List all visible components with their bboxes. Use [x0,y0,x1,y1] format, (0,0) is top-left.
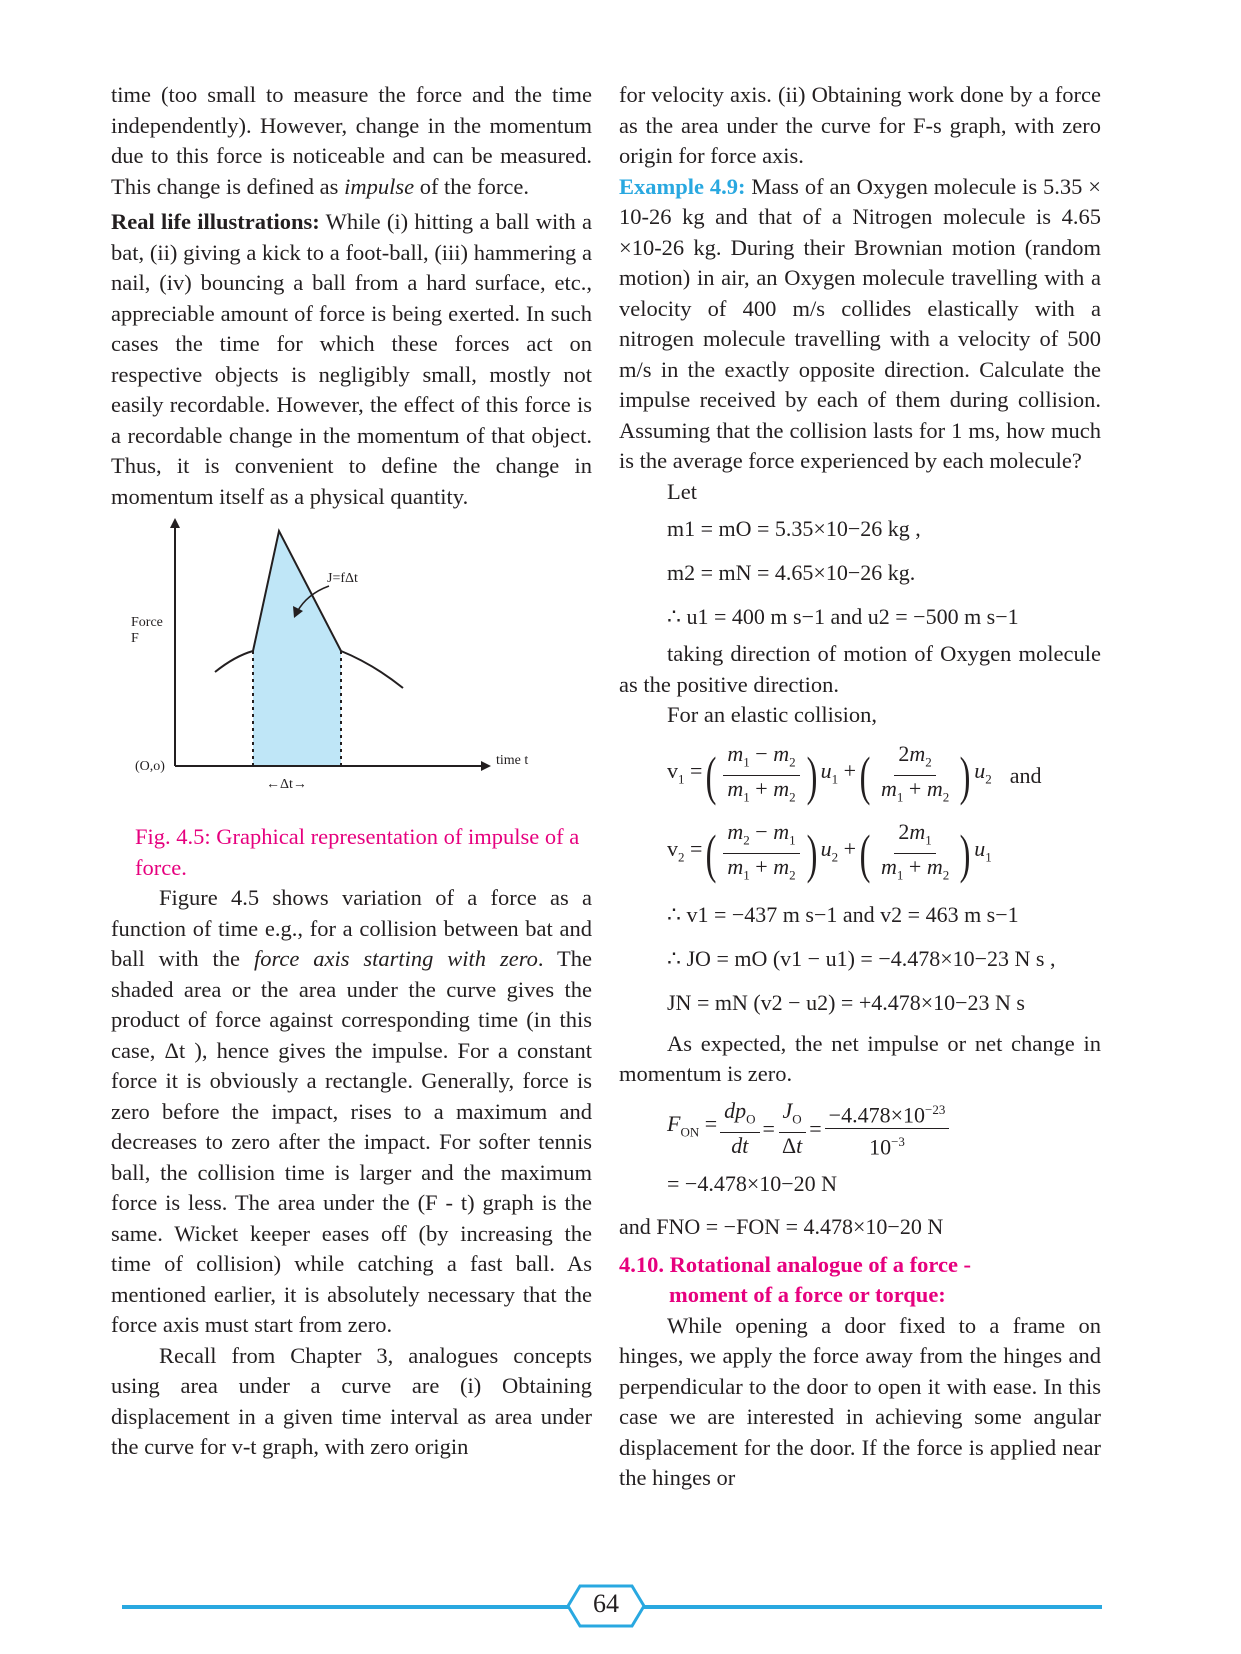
paragraph-real-life: Real life illustrations: While (i) hitting a ball with a bat, (ii) giving a kick to a foot-ball, (iii) hammering a nail, (iv) bouncing a ball from a hard surface, etc., appreciable amount of force is being exerted. In such cases the time for which these forces act on respective objects is negligibly small, mostly not easily recordable. However, the effect of this force is a recordable change in the momentum of that object. Thus, it is convenient to define the change in momentum itself as a physical quantity. [111,209,592,509]
y-axis-label-1: Force [131,615,163,630]
paragraph-direction: taking direction of motion of Oxygen molecule as the positive direction. [619,641,1101,697]
eq-average-force [667,1096,1101,1206]
origin-label: (O,o) [135,759,165,774]
paragraph-torque-intro: While opening a door fixed to a frame on hinges, we apply the force away from the hinges and perpendicular to the door to open it with ease. In this case we are interested in achieving some angular displacement for the door. If the force is applied near the hinges or [619,1312,1101,1490]
eq-fno: and FNO = −FON = 4.478×10−20 N [619,1214,944,1240]
footer-line-right [640,1605,1102,1609]
figure-caption: Fig. 4.5: Graphical representation of impulse of a force. [135,824,580,880]
eq-jo: ∴ JO = mO (v1 − u1) = −4.478×10−23 N s , [667,945,1056,971]
dt-label: ←Δt→ [266,777,307,792]
page-number: 64 [593,1589,619,1618]
paragraph-impulse-intro: time (too small to measure the force and the time independently). However, change in the momentum due to this force is noticeable and can be measured. This change is defined as impulse of the force. [111,82,592,199]
paragraph-figure-explanation: Figure 4.5 shows variation of a force as a function of time e.g., for a collision between bat and ball with the force axis starting with zero. The shaded area or the area under the curve gives the product of force against corresponding time (in this case, Δt ), hence gives the impulse. For a constant force it is obviously a rectangle. Generally, force is zero before the impact, rises to a maximum and decreases to zero after the impact. For softer tennis ball, the collision time is larger and the maximum force is less. The area under the (F - t) graph is the same. Wicket keeper eases off (by increasing the time of collision) while catching a fast ball. As mentioned earlier, it is absolutely necessary that the force axis must start from zero. [111,885,592,1337]
example-4-9: Example 4.9: Mass of an Oxygen molecule is 5.35 × 10-26 kg and that of a Nitrogen molecule is 4.65 ×10-26 kg. During their Brownian motion (random motion) in air, an Oxygen molecule travelling with a velocity of 400 m/s collides elastically with a nitrogen molecule travelling with a velocity of 500 m/s in the exactly opposite direction. Calculate the impulse received by each of them during collision. Assuming that the collision lasts for 1 ms, how much is the average force experienced by each molecule? [619,173,1101,473]
x-axis-arrow [481,761,491,771]
paragraph-continued: for velocity axis. (ii) Obtaining work done by a force as the area under the curve for F-s graph, with zero origin for force axis. [619,82,1101,168]
eq-u: ∴ u1 = 400 m s−1 and u2 = −500 m s−1 [667,604,1019,629]
eq-v-results: ∴ v1 = −437 m s−1 and v2 = 463 m s−1 [667,901,1019,927]
eq-v1: $v_1$ = ( $\frac{m_1 - m_2}{m_1 + m_2}$ ) $u_1$ + ( $\frac{2m_2}{m_1 + m_2}$ ) $u_2$ and [667,740,1042,806]
eq-v2: $v_2$ = ( $\frac{m_2 - m_1}{m_1 + m_2}$ ) $u_2$ + ( $\frac{2m_1}{m_1 + m_2}$ ) $u_1$ [667,818,992,884]
footer-line-left [122,1605,572,1609]
paragraph-net-impulse: As expected, the net impulse or net change in momentum is zero. [619,1030,1101,1086]
y-axis-label-2: F [131,631,139,646]
example-label: Example 4.9: [619,173,746,199]
left-column [111,80,592,1463]
eq-m1: m1 = mO = 5.35×10−26 kg , [667,516,921,541]
eq-masses-and-velocities [667,507,1101,639]
and-word: and [1009,762,1042,788]
section-heading: 4.10. Rotational analogue of a force - moment of a force or torque: [619,1251,972,1307]
y-axis-arrow [170,518,180,528]
impulse-graph-figure [111,516,592,816]
paragraph-elastic: For an elastic collision, [667,702,877,727]
annotation-label: J=fΔt [327,571,358,586]
x-axis-label: time t [496,753,529,768]
eq-m2: m2 = mN = 4.65×10−26 kg. [667,560,916,585]
impulse-graph [111,516,592,816]
eq-elastic-collision [667,737,1101,1025]
eq-fon-result: = −4.478×10−20 N [667,1170,838,1196]
right-column [619,80,1101,1494]
paragraph-recall: Recall from Chapter 3, analogues concepts using area under a curve are (i) Obtaining displacement in a given time interval as area under the curve for v-t graph, with zero origin [111,1342,592,1459]
eq-jn: JN = mN (v2 − u2) = +4.478×10−23 N s [667,989,1025,1015]
let-line: Let [667,478,697,504]
eq-fon: $F_{ON}$ = $\frac{dp_O}{dt}$ = $\frac{J_O}{\Delta t}$ = $\frac{-4.478\times 10^{-23}}{10^{-3}}$ [667,1096,1101,1162]
